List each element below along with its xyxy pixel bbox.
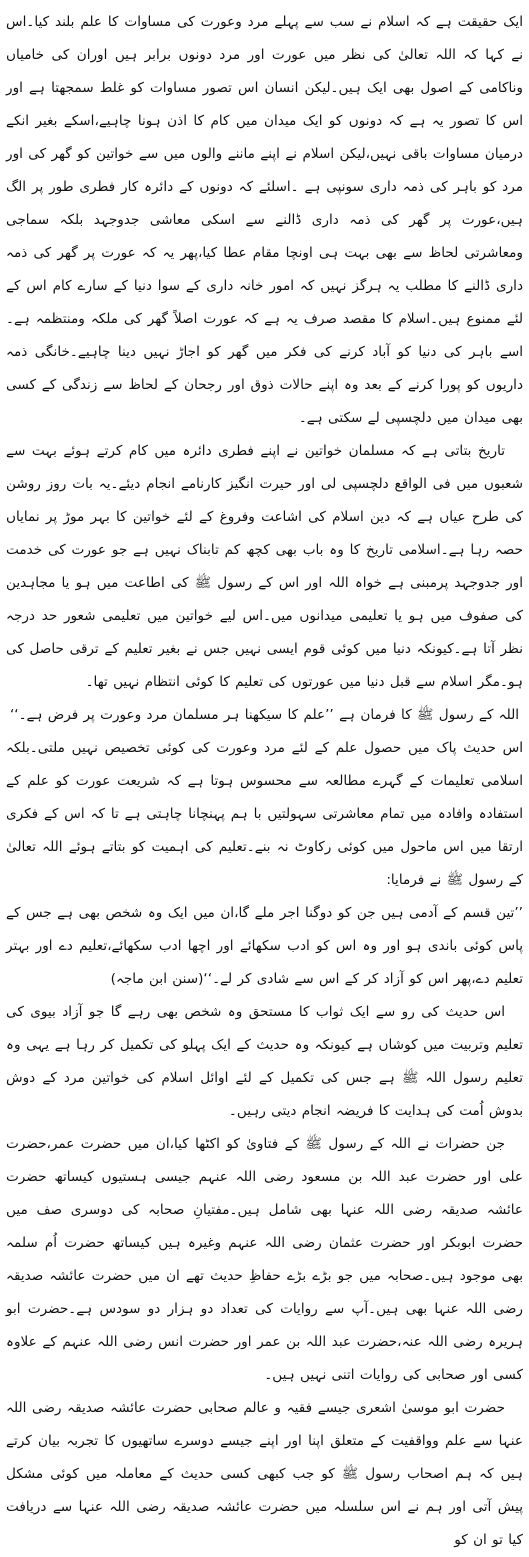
paragraph-history-of-muslim-women: تاریخ بتاتی ہے کہ مسلمان خواتین نے اپنے فطری دائرہ میں کام کرتے ہوئے بہت سے شعبوں میں فی الواقع دلچسپی لی اور حیرت انگیز کارنامے انجام دیئے۔یہ بات روز روشن کی طرح عیاں ہے کہ دین اسلام کی اشاعت وفروغ کے لئے خواتین کا بہر موڑ پر نمایاں حصہ رہا ہے۔اسلامی تاریخ کا وہ باب بھی کچھ کم تابناک نہیں ہے جو عورت کی خدمت اور جدوجہد پرمبنی ہے خواہ اللہ اور اس کے رسول ﷺ کی اطاعت میں ہو یا مجاہدین کی صفوف میں ہو یا تعلیمی میدانوں میں۔اس لیے خواتین میں تعلیمی شعور حد درجہ نظر آتا ہے۔کیونکہ دنیا میں کوئی قوم ایسی نہیں جس نے بغیر تعلیم کے ترقی حاصل کی ہو۔مگر اسلام سے قبل دنیا میں عورتوں کی تعلیم کا کوئی انتظام نہیں تھا۔ xyxy=(6,443,523,690)
paragraph-equality-in-islam: ایک حقیقت ہے کہ اسلام نے سب سے پہلے مرد وعورت کی مساوات کا علم بلند کیا۔اس نے کہا کہ اللہ تعالیٰ کی نظر میں عورت اور مرد دونوں برابر ہیں اوران کی خامیاں وناکامی کے اصول بھی ایک ہیں۔لیکن انسان اس تصور مساوات کو غلط سمجھتا ہے اور اس کا تصور یہ ہے کہ دونوں کو ایک میدان میں کام کا اذن ہونا چاہیے،اسکے بغیر انکے درمیان مساوات باقی نہیں،لیکن اسلام نے اپنے ماننے والوں میں سے خواتین کو گھر کی اور مرد کو باہر کی ذمہ داری سونپی ہے ۔اسلئے کہ دونوں کے دائرہ کار فطری طور پر الگ ہیں،عورت پر گھر کی ذمہ داری ڈالنے سے اسکی معاشی جدوجہد بلکہ سماجی ومعاشرتی لحاظ سے بھی بہت ہی اونچا مقام عطا کیا،پھر یہ کہ عورت پر گھر کی ذمہ داری ڈالنے کا مطلب یہ ہرگز نہیں کہ امور خانہ داری کے سوا دنیا کے سارے کام اس کے لئے ممنوع ہیں۔اسلام کا مقصد صرف یہ ہے کہ عورت اصلاً گھر کی ملکہ ومنتظمہ ہے۔اسے باہر کی دنیا کو آباد کرنے کی فکر میں گھر کو اجاڑ نہیں دینا چاہیے۔خانگی ذمہ داریوں کو پورا کرنے کے بعد وہ اپنے حالات ذوق اور رجحان کے لحاظ سے زندگی کے کسی بھی میدان میں دلچسپی لے سکتی ہے۔ xyxy=(6,14,523,426)
hadith-knowledge-obligation: اللہ کے رسول ﷺ کا فرمان ہے ’’علم کا سیکھنا ہر مسلمان مرد وعورت پر فرض ہے۔‘‘ xyxy=(9,707,520,723)
paragraph-hadith-commentary: اس حدیث پاک میں حصول علم کے لئے مرد وعورت کی کوئی تخصیص نہیں ملتی۔بلکہ اسلامی تعلیمات کے گہرے مطالعہ سے محسوس ہوتا ہے کہ شریعت عورت کو علم کے استفادہ وافادہ میں تمام معاشرتی سہولتیں با ہم پہنچانا چاہتی ہے تا کہ اس کے فکری ارتقا میں اس ماحول میں کوئی رکاوٹ نہ بنے۔تعلیم کی اہمیت کو بتاتے ہوئے اللہ تعالیٰ کے رسول ﷺ نے فرمایا: xyxy=(6,740,523,888)
hadith-quote-three-men: ’’تین قسم کے آدمی ہیں جن کو دوگنا اجر ملے گا،ان میں ایک وہ شخص بھی ہے جس کے پاس کوئی باندی ہو اور وہ اس کو ادب سکھائے اور اچھا ادب سکھائے،تعلیم دے اور بہتر تعلیم دے،پھر اس کو آزاد کر کے اس سے شادی کر لے۔‘‘(سنن ابن ماجہ) xyxy=(6,905,523,987)
paragraph-reward-of-education: اس حدیث کی رو سے ایک ثواب کا مستحق وہ شخص بھی رہے گا جو آزاد بیوی کی تعلیم وتربیت میں کوشاں ہے کیونکہ وہ حدیث کے ایک پہلو کی تکمیل کر رہا ہے یہی وہ تعلیم رسول اللہ ﷺ ہے جس کی تکمیل کے لئے اوائل اسلام کی خواتین مرد کے دوش بدوش اُمت کی ہدایت کا فریضہ انجام دیتی رہیں۔ xyxy=(6,1004,523,1119)
paragraph-companions-fatawa: جن حضرات نے اللہ کے رسول ﷺ کے فتاویٰ کو اکٹھا کیا،ان میں حضرت عمر،حضرت علی اور حضرت عبد اللہ بن مسعود رضی اللہ عنہم جیسی ہستیوں کیساتھ حضرت عائشہ صدیقہ رضی اللہ عنہا بھی شامل ہیں۔مفتیانِ صحابہ کی دوسری صف میں حضرت ابوبکر اور حضرت عثمان رضی اللہ عنہم وغیرہ ہیں کیساتھ حضرت اُم سلمہ بھی موجود ہیں۔صحابہ میں جو بڑے بڑے حفاظِ حدیث تھے ان میں حضرت عائشہ صدیقہ رضی اللہ عنہا بھی ہیں۔آپ سے روایات کی تعداد دو ہزار دو سودس ہے۔حضرت ابو ہریرہ رضی اللہ عنہ،حضرت عبد اللہ بن عمر اور حضرت انس رضی اللہ عنہم کے علاوہ کسی اور صحابی کی روایات اتنی نہیں ہیں۔ xyxy=(6,1136,523,1383)
paragraph-abu-musa-ashari: حضرت ابو موسیٰ اشعری جیسے فقیہ و عالم صحابی حضرت عائشہ صدیقہ رضی اللہ عنہا سے علم وواقفیت کے متعلق اپنا اور اپنے جیسے دوسرے ساتھیوں کا تجربہ بیان کرتے ہیں کہ ہم اصحاب رسول ﷺ کو جب کبھی کسی حدیث کے معاملہ میں کوئی مشکل پیش آتی اور ہم نے اس سلسلہ میں حضرت عائشہ صدیقہ رضی اللہ عنہا سے دریافت کیا تو ان کو xyxy=(6,1400,523,1548)
